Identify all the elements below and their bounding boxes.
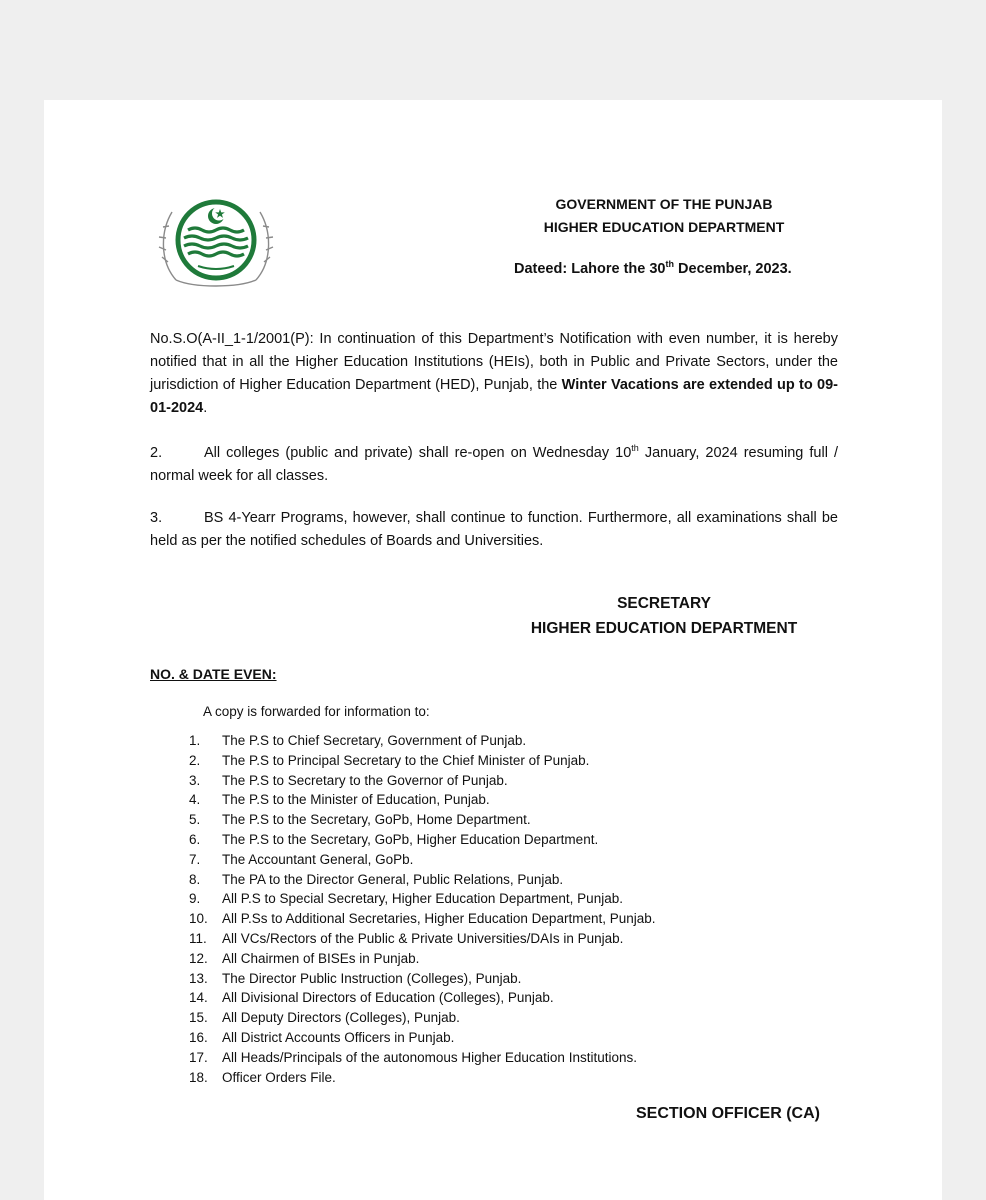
header-government: GOVERNMENT OF THE PUNJAB: [555, 196, 773, 212]
punjab-emblem-icon: [154, 192, 278, 292]
forward-text: A copy is forwarded for information to:: [203, 704, 430, 719]
list-item: 1. The P.S to Chief Secretary, Government of Punjab.: [189, 733, 527, 748]
list-item: 3. The P.S to Secretary to the Governor of Punjab.: [189, 772, 508, 788]
paragraph-1: No.S.O(A-II_1-1/2001(P): In continuation of this Department’s Notification with even number, it is hereby notified that in all the Higher Education Institutions (HEIs), both in Public and Private Sectors, under the jurisdiction of Higher Education Department (HED), Punjab, the Winter Vacations are extended up to 09-01-2024.: [150, 331, 838, 416]
list-item: 8. The PA to the Director General, Public Relations, Punjab.: [189, 871, 564, 887]
list-item: 9. All P.S to Special Secretary, Higher Education Department, Punjab.: [189, 891, 623, 907]
list-item: 4. The P.S to the Minister of Education, Punjab.: [189, 792, 490, 808]
list-item: 11. All VCs/Rectors of the Public & Private Universities/DAIs in Punjab.: [189, 930, 624, 946]
paragraph-2: 2. All colleges (public and private) shall re-open on Wednesday 10th January, 2024 resuming full / normal week for all classes.: [150, 443, 838, 484]
list-item: 18. Officer Orders File.: [189, 1069, 336, 1085]
notification-page: [44, 100, 942, 1200]
signature-department: HIGHER EDUCATION DEPARTMENT: [530, 620, 798, 637]
list-item: 12. All Chairmen of BISEs in Punjab.: [189, 950, 420, 966]
dated-line: Dateed: Lahore the 30th December, 2023.: [514, 259, 792, 277]
header-department: HIGHER EDUCATION DEPARTMENT: [543, 219, 785, 235]
list-item: 6. The P.S to the Secretary, GoPb, Higher Education Department.: [189, 831, 599, 847]
signature-title: SECRETARY: [617, 595, 711, 612]
paragraph-3: 3. BS 4-Yearr Programs, however, shall continue to function. Furthermore, all examinations shall be held as per the notified schedules of Boards and Universities.: [150, 510, 838, 549]
list-item: 16. All District Accounts Officers in Punjab.: [189, 1029, 455, 1045]
list-item: 2. The P.S to Principal Secretary to the Chief Minister of Punjab.: [189, 752, 590, 768]
recipient-list: [189, 731, 889, 1087]
list-item: 15. All Deputy Directors (Colleges), Punjab.: [189, 1010, 460, 1026]
list-item: 7. The Accountant General, GoPb.: [189, 851, 414, 867]
section-officer-signature: SECTION OFFICER (CA): [636, 1105, 820, 1122]
list-item: 17. All Heads/Principals of the autonomous Higher Education Institutions.: [189, 1049, 637, 1065]
list-item: 10. All P.Ss to Additional Secretaries, Higher Education Department, Punjab.: [189, 911, 656, 927]
list-item: 14. All Divisional Directors of Education (Colleges), Punjab.: [189, 990, 554, 1006]
list-item: 5. The P.S to the Secretary, GoPb, Home Department.: [189, 812, 531, 828]
no-date-even-heading: NO. & DATE EVEN:: [150, 666, 277, 682]
list-item: 13. The Director Public Instruction (Colleges), Punjab.: [189, 970, 522, 986]
